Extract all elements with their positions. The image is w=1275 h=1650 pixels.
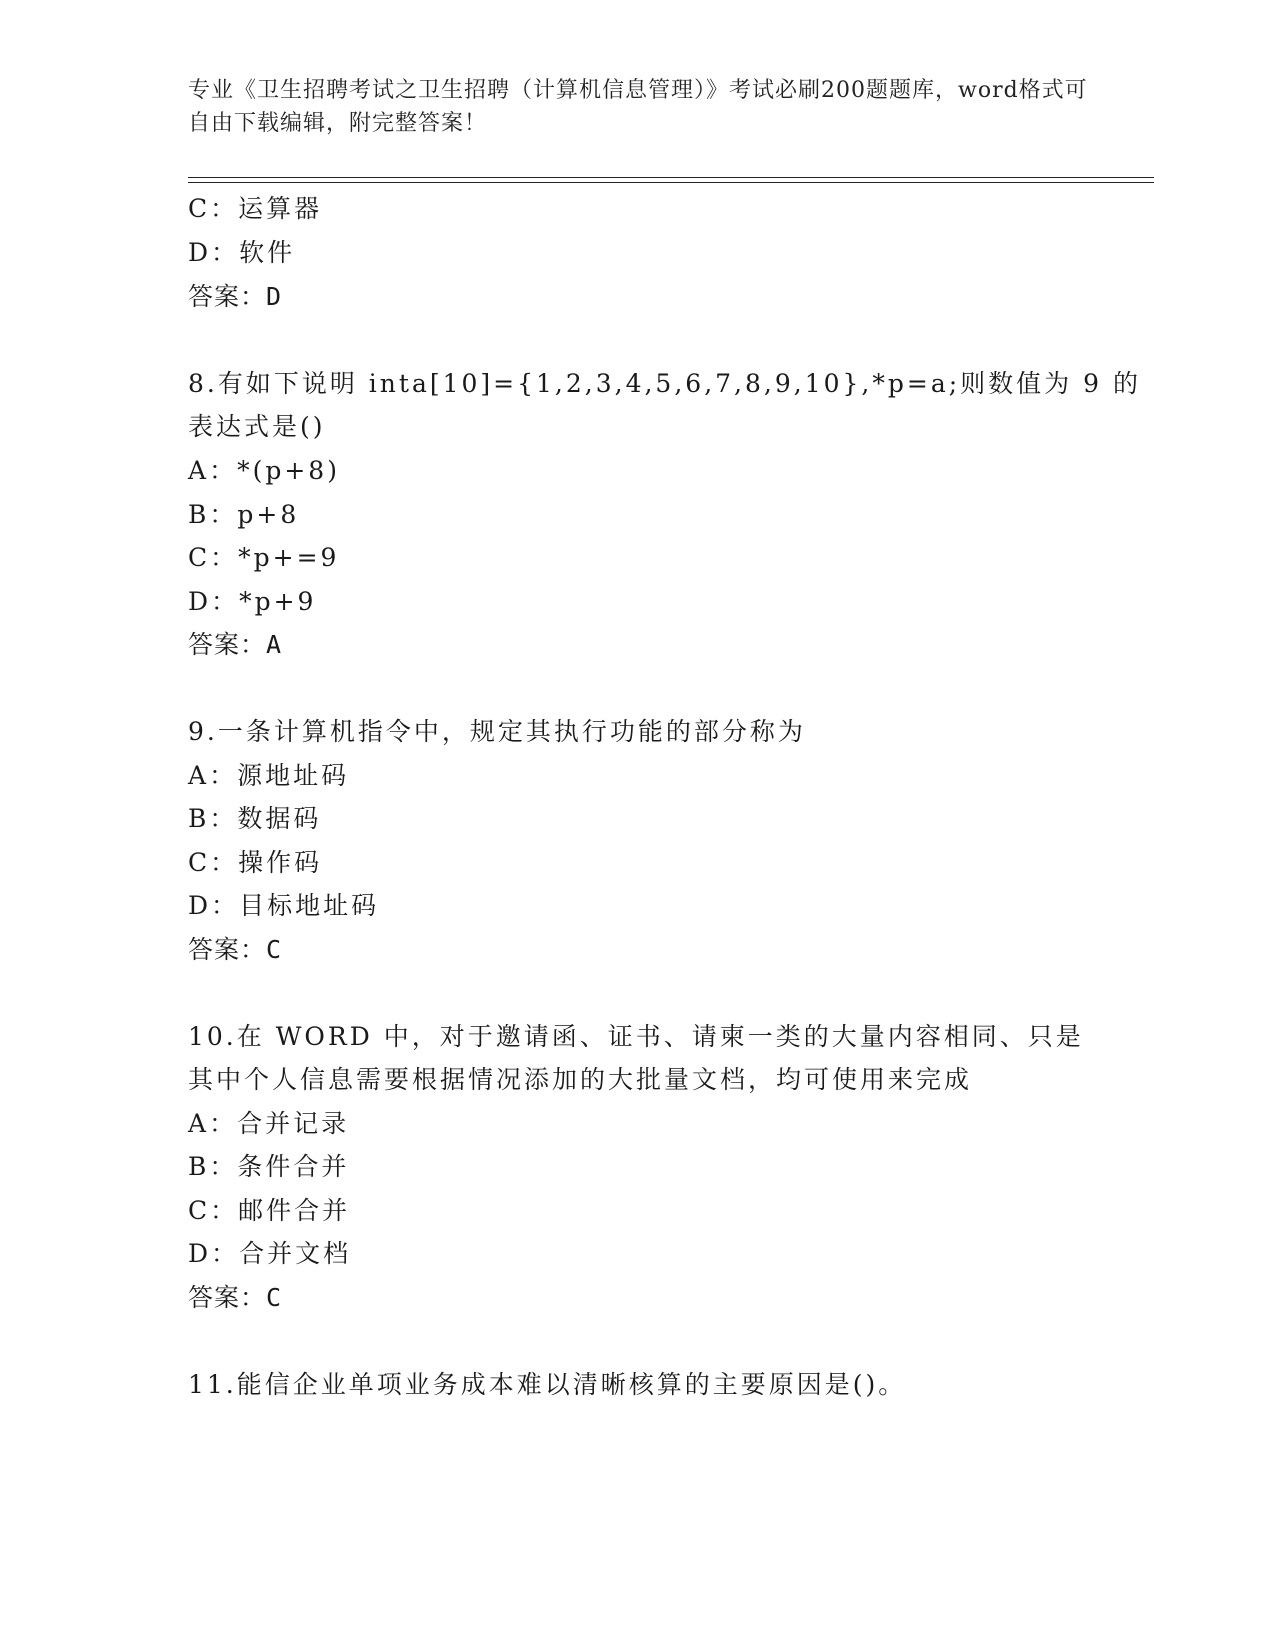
question-stem-continued: 表达式是() xyxy=(188,412,326,441)
option-d: D：合并文档 xyxy=(188,1239,352,1268)
question-stem: 11.能信企业单项业务成本难以清晰核算的主要原因是()。 xyxy=(188,1370,907,1399)
option-b: B：数据码 xyxy=(188,804,322,833)
option-d: D：*p+9 xyxy=(188,587,317,616)
answer-line: 答案：A xyxy=(188,630,283,659)
option-c: C：操作码 xyxy=(188,848,323,877)
option-c: C：*p+=9 xyxy=(188,543,340,572)
header-rule-bottom xyxy=(188,182,1154,183)
answer-line: 答案：C xyxy=(188,1283,283,1312)
option-d: D：软件 xyxy=(188,238,296,267)
question-stem: 9.一条计算机指令中，规定其执行功能的部分称为 xyxy=(188,717,806,746)
option-c: C：邮件合并 xyxy=(188,1196,351,1225)
option-a: A：合并记录 xyxy=(188,1109,350,1138)
answer-line: 答案：D xyxy=(188,282,283,311)
option-b: B：条件合并 xyxy=(188,1152,350,1181)
document-header: 专业《卫生招聘考试之卫生招聘（计算机信息管理）》考试必刷200题题库，word格式可自由下载编辑，附完整答案！ xyxy=(188,78,1088,136)
header-rule-top xyxy=(188,177,1154,178)
question-stem: 8.有如下说明 inta[10]={1,2,3,4,5,6,7,8,9,10},*p=a;则数值为 9 的 xyxy=(188,369,1141,398)
question-stem: 10.在 WORD 中，对于邀请函、证书、请柬一类的大量内容相同、只是 xyxy=(188,1022,1084,1051)
option-c: C：运算器 xyxy=(188,194,323,223)
option-a: A：源地址码 xyxy=(188,761,350,790)
answer-line: 答案：C xyxy=(188,935,283,964)
question-stem-continued: 其中个人信息需要根据情况添加的大批量文档，均可使用来完成 xyxy=(188,1065,973,1094)
option-a: A：*(p+8) xyxy=(188,456,340,485)
option-b: B：p+8 xyxy=(188,500,300,529)
option-d: D：目标地址码 xyxy=(188,891,380,920)
